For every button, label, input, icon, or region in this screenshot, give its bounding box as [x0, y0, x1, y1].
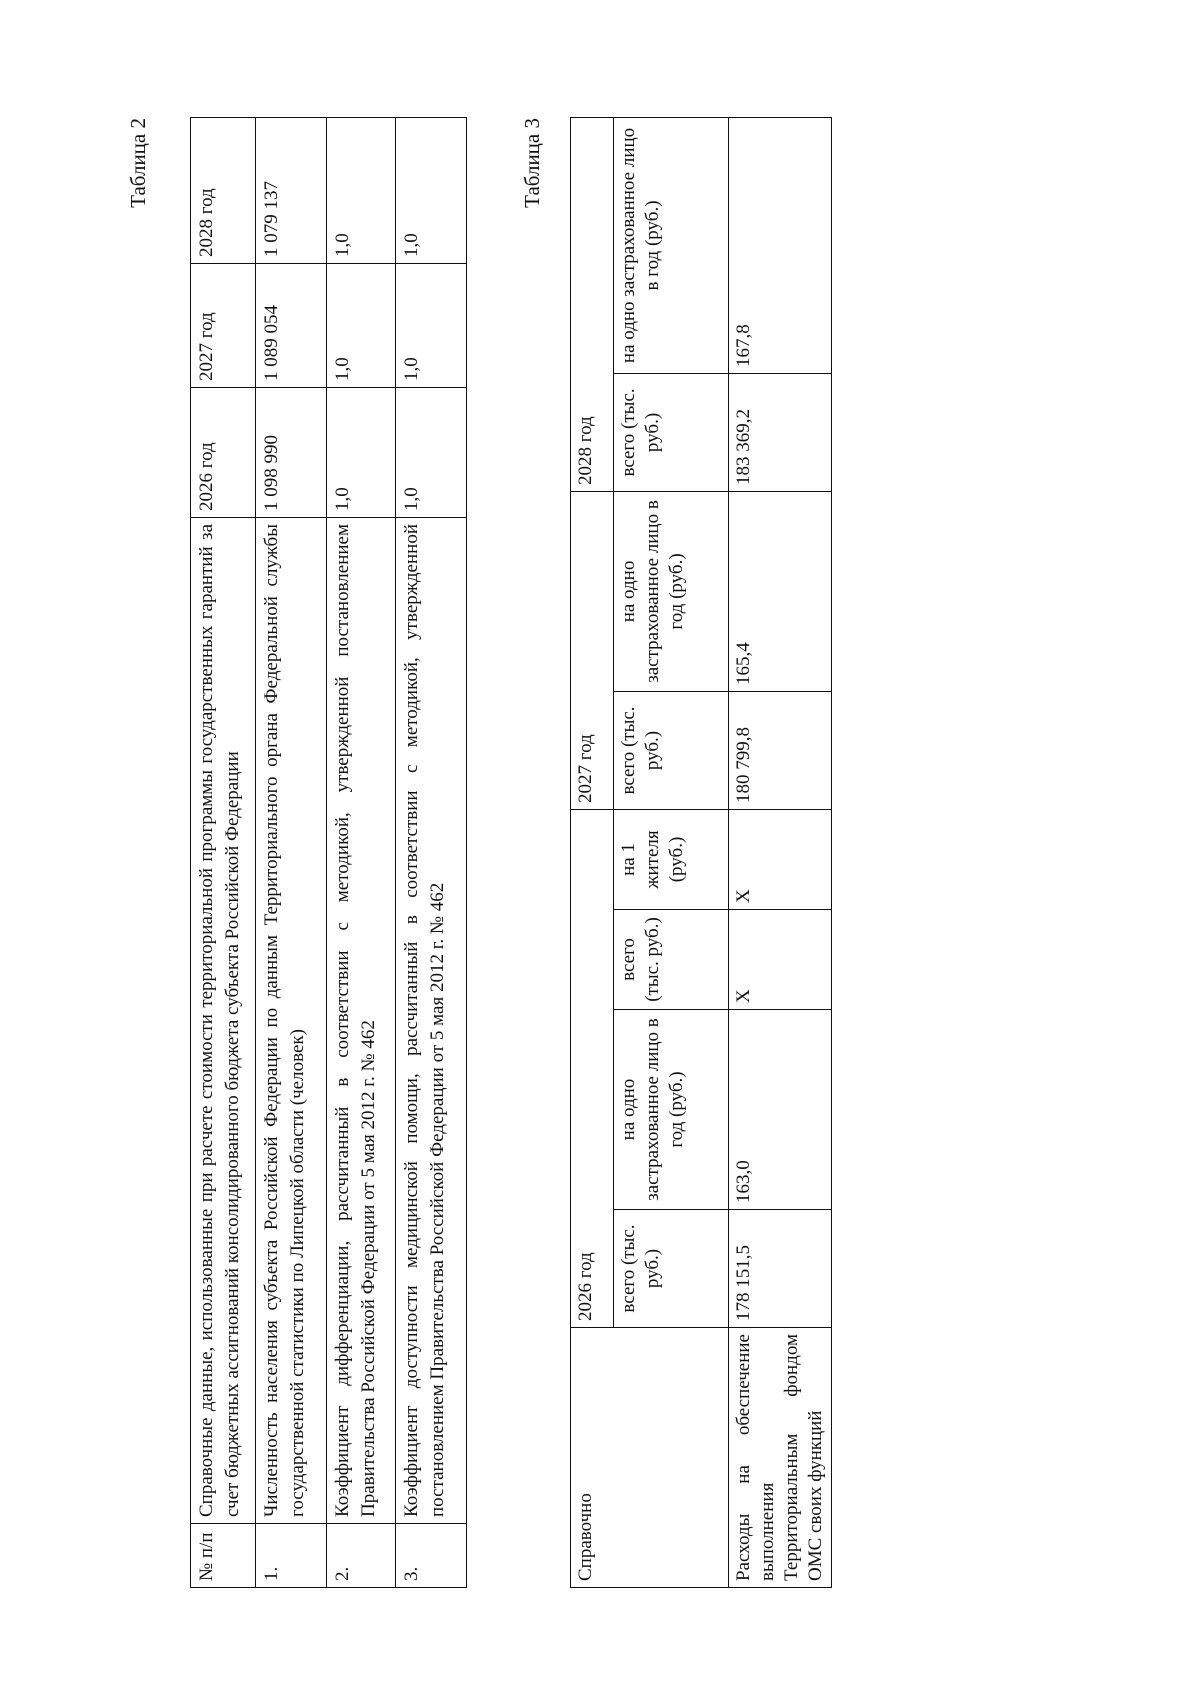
table-2 [190, 117, 467, 1588]
subheader-total: всего (тыс. руб.) [614, 373, 729, 491]
table-row [396, 118, 467, 1588]
value-2026: 1 098 990 [256, 388, 327, 518]
value-2027-per-insured: 165,4 [729, 491, 832, 691]
row-description: Коэффициент дифференциации, рассчитанный в соответствии с методикой, утвержденной постановлением Правительства Российской Федерации от 5 мая 2012 г. № 462 [327, 518, 396, 1524]
value-2027: 1 089 054 [256, 264, 327, 388]
row-description: Численность населения субъекта Российской Федерации по данным Территориального органа Федеральной службы государственной статистики по Липецкой области (человек) [256, 518, 327, 1524]
table-row [191, 118, 256, 1588]
header-year-2027: 2027 год [571, 491, 614, 809]
value-2028: 1 079 137 [256, 118, 327, 264]
header-2028: 2028 год [191, 118, 256, 264]
value-2026-per-insured: 163,0 [729, 1010, 832, 1210]
row-num: 3. [396, 1524, 467, 1588]
row-description: Коэффициент доступности медицинской помощи, рассчитанный в соответствии с методикой, утвержденной постановлением Правительства Российской Федерации от 5 мая 2012 г. № 462 [396, 518, 467, 1524]
table-row [327, 118, 396, 1588]
table-row [256, 118, 327, 1588]
header-year-2026: 2026 год [571, 809, 614, 1327]
value-2027-total: 180 799,8 [729, 691, 832, 809]
header-num: № п/п [191, 1524, 256, 1588]
subheader-total: всего (тыс. руб.) [614, 1210, 729, 1328]
table-row [729, 117, 832, 1587]
subheader-total: всего (тыс. руб.) [614, 910, 729, 1010]
table-2-caption: Таблица 2 [126, 118, 150, 208]
value-budget-total: X [729, 910, 832, 1010]
value-2027: 1,0 [396, 264, 467, 388]
subheader-total: всего (тыс. руб.) [614, 691, 729, 809]
header-description: Справочные данные, использованные при расчете стоимости территориальной программы государственных гарантий за счет бюджетных ассигнований консолидированного бюджета субъекта Российской Федерации [191, 518, 256, 1524]
value-2028: 1,0 [396, 118, 467, 264]
table-row [571, 117, 614, 1587]
value-2028-per-insured: 167,8 [729, 117, 832, 373]
subheader-per-resident: на 1 жителя (руб.) [614, 809, 729, 909]
table-3-block [520, 118, 870, 1588]
header-label: Справочно [571, 1328, 729, 1588]
table-2-block [126, 118, 570, 1588]
subheader-per-insured: на одно застрахованное лицо в год (руб.) [614, 1010, 729, 1210]
value-2027: 1,0 [327, 264, 396, 388]
table-3 [570, 117, 832, 1588]
header-2027: 2027 год [191, 264, 256, 388]
value-2026: 1,0 [396, 388, 467, 518]
table-3-caption: Таблица 3 [520, 118, 544, 208]
subheader-per-insured: на одно застрахованное лицо в год (руб.) [614, 117, 729, 373]
value-budget-per-resident: X [729, 809, 832, 909]
value-2028-total: 183 369,2 [729, 373, 832, 491]
value-2026-total: 178 151,5 [729, 1210, 832, 1328]
row-label: Расходы на обеспечение выполнения Территориальным фондом ОМС своих функций [729, 1328, 832, 1588]
row-num: 1. [256, 1524, 327, 1588]
row-num: 2. [327, 1524, 396, 1588]
value-2026: 1,0 [327, 388, 396, 518]
header-year-2028: 2028 год [571, 117, 614, 491]
header-2026: 2026 год [191, 388, 256, 518]
value-2028: 1,0 [327, 118, 396, 264]
subheader-per-insured: на одно застрахованное лицо в год (руб.) [614, 491, 729, 691]
